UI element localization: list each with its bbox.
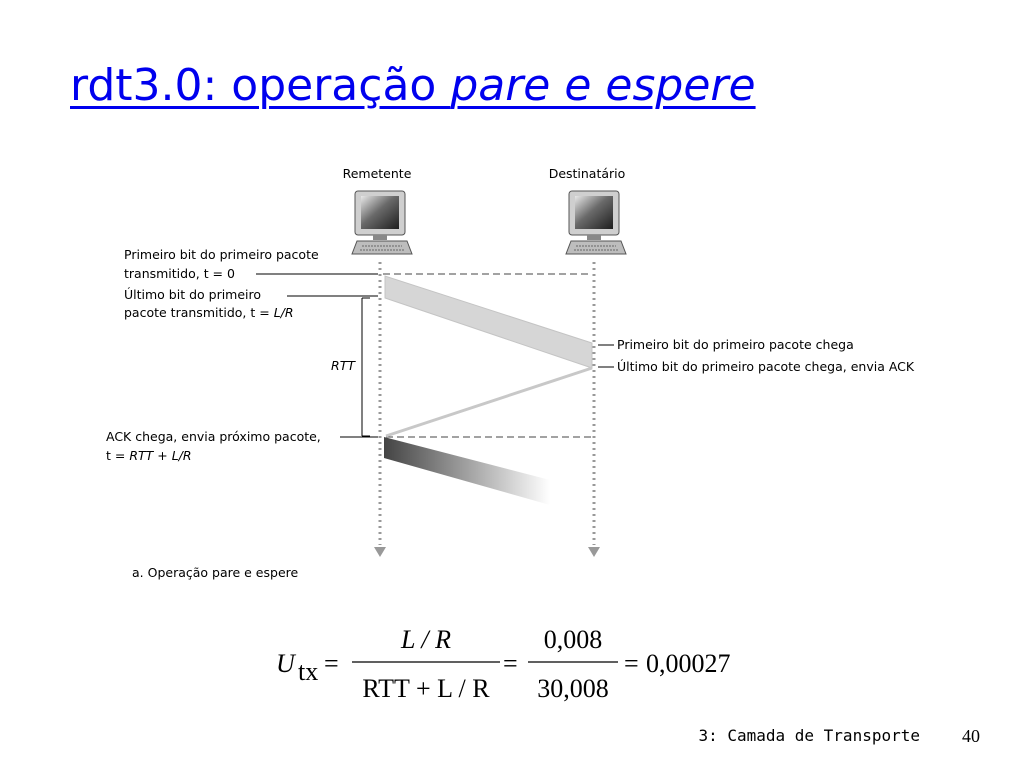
formula-fraction2-numerator: 0,008 <box>543 625 603 654</box>
label-ack-arrives-line1: ACK chega, envia próximo pacote, <box>106 429 321 444</box>
sender-label: Remetente <box>342 166 412 181</box>
label-ack-arrives-line2: t = RTT + L/R <box>106 448 192 463</box>
formula-fraction1-denominator: RTT + L / R <box>362 674 490 703</box>
formula-fraction1-numerator: L / R <box>400 625 452 654</box>
rtt-label: RTT <box>331 358 355 373</box>
label-last-bit-sent-line1: Último bit do primeiro <box>124 287 262 302</box>
formula-fraction2-denominator: 30,008 <box>537 674 609 703</box>
formula-equals-3: = <box>624 649 639 678</box>
footer-chapter: 3: Camada de Transporte <box>698 726 920 745</box>
diagram-caption: a. Operação pare e espere <box>132 565 299 580</box>
formula-equals-1: = <box>324 649 339 678</box>
label-first-bit-sent-line2: transmitido, t = 0 <box>124 266 235 281</box>
formula-u: U <box>276 649 295 678</box>
formula-equals-2: = <box>503 649 518 678</box>
formula-u-subscript: tx <box>298 657 319 686</box>
slide-title-italic: pare e espere <box>450 60 756 111</box>
slide-title-main: rdt3.0: operação <box>70 60 451 111</box>
label-last-bit-arrives: Último bit do primeiro pacote chega, envia ACK <box>617 359 915 374</box>
label-last-bit-sent-line2: pacote transmitido, t = L/R <box>124 305 294 320</box>
label-first-bit-sent-line1: Primeiro bit do primeiro pacote <box>124 247 319 262</box>
page-number: 40 <box>962 726 980 746</box>
receiver-label: Destinatário <box>548 166 626 181</box>
formula-result: 0,00027 <box>646 649 731 678</box>
label-first-bit-arrives: Primeiro bit do primeiro pacote chega <box>617 337 854 352</box>
